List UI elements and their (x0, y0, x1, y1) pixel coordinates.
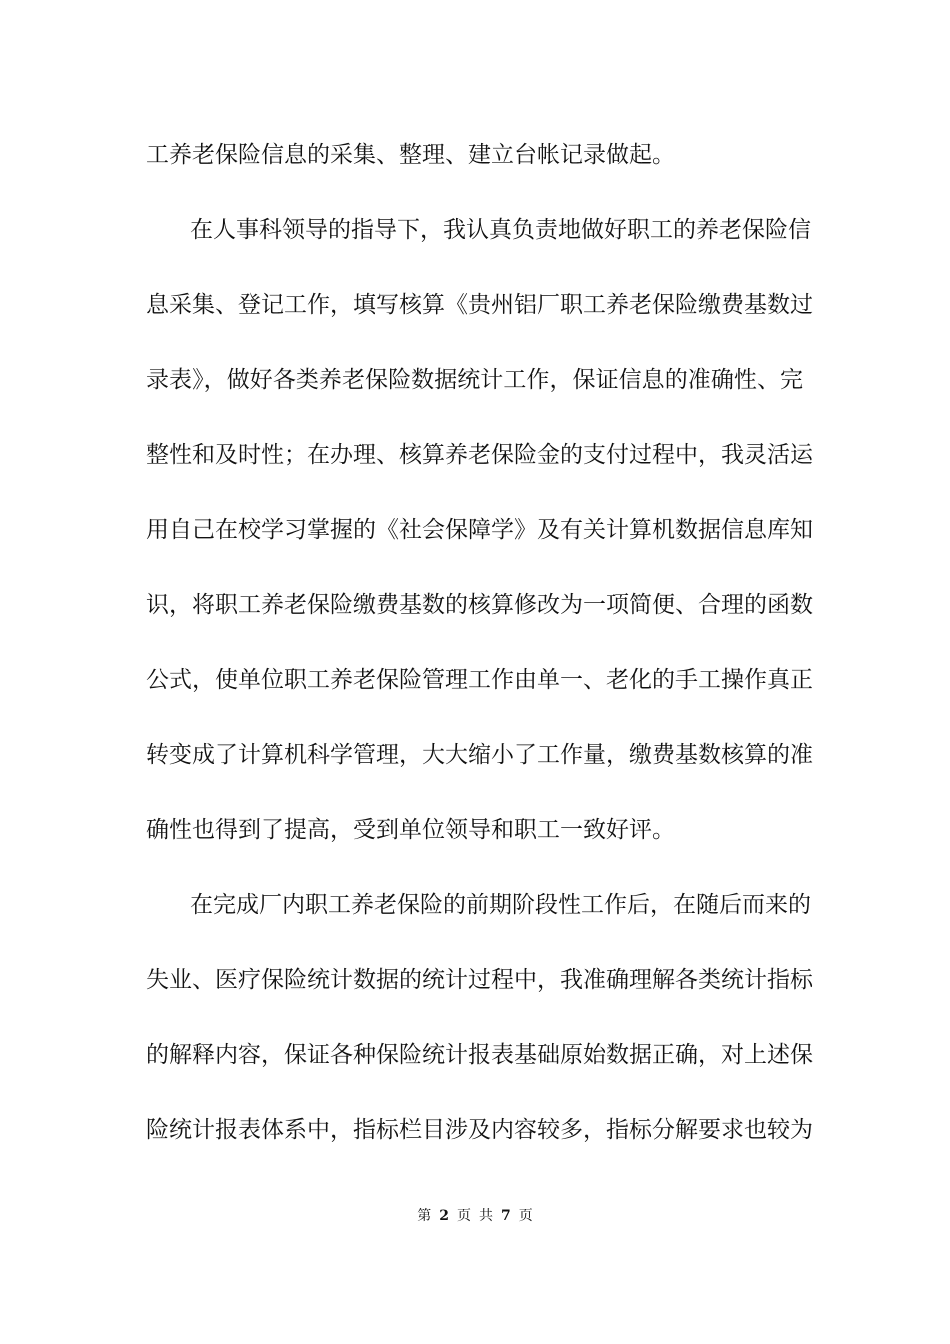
footer-prefix: 第 (417, 1208, 432, 1224)
footer-total-pages: 7 (501, 1208, 511, 1224)
paragraph-2-line-4: 整性和及时性；在办理、核算养老保险金的支付过程中，我灵活运 (146, 442, 813, 468)
page-footer (0, 1207, 950, 1225)
paragraph-2-line-9: 确性也得到了提高，受到单位领导和职工一致好评。 (146, 817, 675, 843)
text-line-1: 工养老保险信息的采集、整理、建立台帐记录做起。 (146, 142, 675, 168)
paragraph-2-line-3: 录表》，做好各类养老保险数据统计工作，保证信息的准确性、完 (146, 367, 803, 393)
paragraph-3-line-2: 失业、医疗保险统计数据的统计过程中，我准确理解各类统计指标 (146, 967, 813, 993)
paragraph-2-line-8: 转变成了计算机科学管理，大大缩小了工作量，缴费基数核算的准 (146, 742, 813, 768)
footer-current-page: 2 (439, 1208, 449, 1224)
paragraph-3-line-3: 的解释内容，保证各种保险统计报表基础原始数据正确，对上述保 (146, 1042, 813, 1068)
paragraph-2-line-1: 在人事科领导的指导下，我认真负责地做好职工的养老保险信 (190, 217, 811, 243)
paragraph-3-line-4: 险统计报表体系中，指标栏目涉及内容较多，指标分解要求也较为 (146, 1117, 813, 1143)
paragraph-2-line-7: 公式，使单位职工养老保险管理工作由单一、老化的手工操作真正 (146, 667, 813, 693)
footer-total-word: 共 (479, 1208, 493, 1224)
footer-page-word: 页 (457, 1208, 471, 1224)
paragraph-2-line-2: 息采集、登记工作，填写核算《贵州铝厂职工养老保险缴费基数过 (146, 292, 813, 318)
paragraph-2-line-5: 用自己在校学习掌握的《社会保障学》及有关计算机数据信息库知 (146, 517, 813, 543)
paragraph-2-line-6: 识，将职工养老保险缴费基数的核算修改为一项简便、合理的函数 (146, 592, 813, 618)
footer-suffix: 页 (518, 1208, 533, 1224)
paragraph-3-line-1: 在完成厂内职工养老保险的前期阶段性工作后，在随后而来的 (190, 892, 811, 918)
